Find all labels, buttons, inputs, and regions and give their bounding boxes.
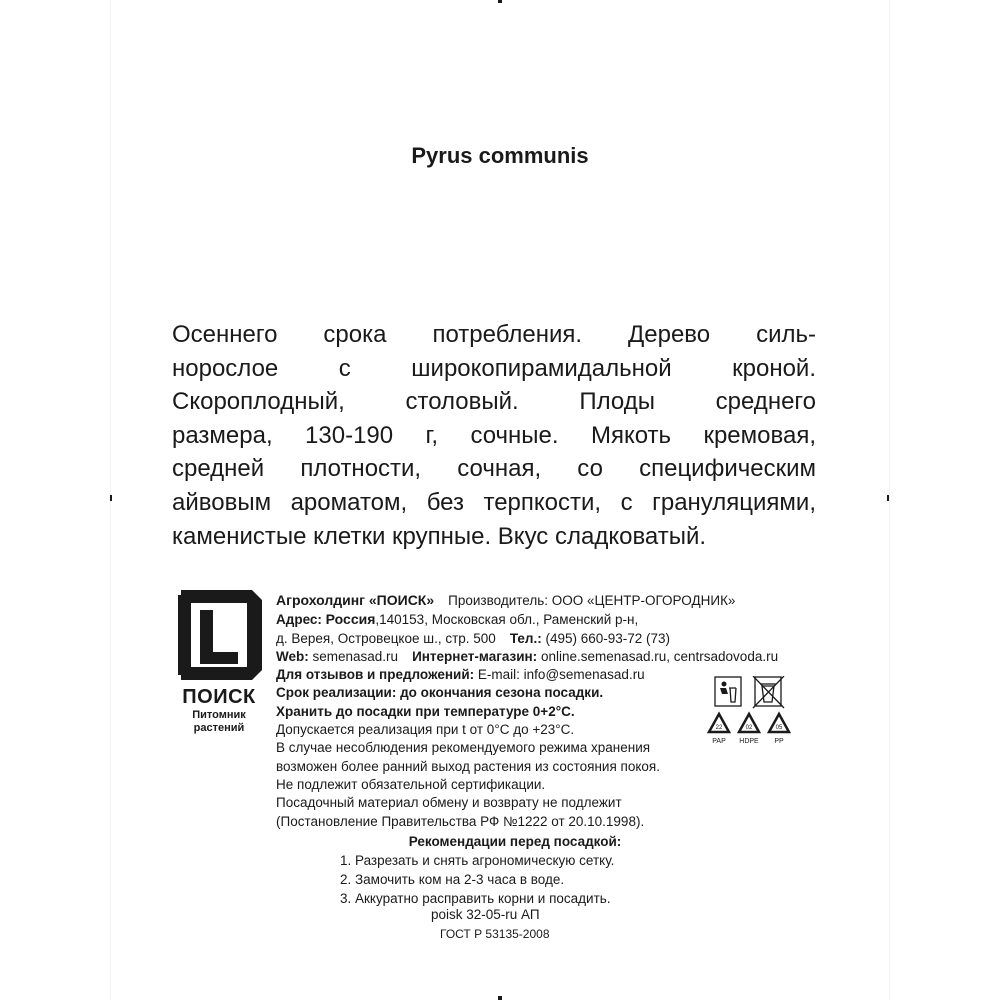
website: semenasad.ru [312,648,399,664]
crop-mark-top [498,0,502,3]
latin-name: Pyrus communis [411,143,589,168]
recycle-pap-icon [709,714,729,745]
shelf-life: Срок реализации: до окончания сезона посадки. [276,685,604,701]
description-line: средней плотности, сочная, со специфическим [172,455,816,483]
recycle-code: 22 [715,725,723,731]
planting-recommendations [0,832,1000,908]
allowed-condition: Допускается реализация при t от 0°C до +23°C. [276,722,575,738]
address-row-2 [276,630,816,648]
warning-line-1: В случае несоблюдения рекомендуемого режима хранения [276,740,651,756]
recycle-hdpe-icon [739,714,759,745]
description-line: каменистые клетки крупные. Вкус сладковатый. [172,522,707,550]
gost-standard: ГОСТ Р 53135-2008 [440,927,550,941]
logo-name: ПОИСК [182,686,256,708]
crop-mark-right [887,495,889,501]
product-code: poisk 32-05-ru АП [431,907,540,922]
crop-mark-left [110,495,112,501]
exchange-line-1: Посадочный материал обмену и возврату не подлежит [276,795,622,811]
certification-note: Не подлежит обязательной сертификации. [276,776,546,792]
address-label: Адрес: [276,612,322,628]
company-name: Агрохолдинг «ПОИСК» [276,592,435,608]
shop-sites: online.semenasad.ru, centrsadovoda.ru [540,648,779,664]
recommendations-title: Рекомендации перед посадкой: [408,834,622,849]
poisk-logo [176,590,262,735]
exchange-line-2: (Постановление Правительства РФ №1222 от 20.10.1998). [276,813,645,829]
recycle-label: PAP [712,738,726,745]
feedback-label: Для отзывов и предложений: [276,667,475,683]
recycle-label: PP [774,738,784,745]
storage-condition: Хранить до посадки при температуре 0+2°C. [276,703,575,719]
tel-label: Тел.: [509,630,542,646]
crop-mark-bottom [498,996,502,1000]
address-row [276,610,816,629]
recommendation-item: 3. Аккуратно расправить корни и посадить. [340,891,611,906]
recycle-code: 05 [775,725,783,731]
description-line: размера, 130-190 г, сочные. Мякоть кремовая, [172,421,816,449]
producer: Производитель: ООО «ЦЕНТР-ОГОРОДНИК» [448,593,736,608]
warning-line-2: возможен более ранний выход растения из состояния покоя. [276,758,660,774]
country: Россия [325,611,376,628]
shop-label: Интернет-магазин: [412,648,538,664]
poisk-logo-icon [178,590,262,680]
description-line: норослое с широкопирамидальной кроной. [172,354,816,382]
no-litter-icon [753,676,784,708]
logo-subtitle-2: растений [193,722,245,734]
web-label: Web: [276,648,309,664]
recycle-pp-icon [769,714,789,745]
description-line: айвовым ароматом, без терпкости, с грануляциями, [172,488,816,516]
email: E-mail: info@semenasad.ru [477,667,645,683]
recommendation-item: 1. Разрезать и снять агрономическую сетку. [340,853,615,868]
description [172,318,816,553]
telephone: (495) 660-93-72 (73) [545,630,671,646]
recycle-code: 02 [745,725,753,731]
description-line: Осеннего срока потребления. Дерево силь- [172,321,816,348]
recycling-marks [706,676,792,752]
description-line: Скороплодный, столовый. Плоды среднего [172,388,816,416]
web-row [276,648,816,666]
recycle-label: HDPE [739,738,759,745]
trash-bin-icon [715,677,741,706]
company-row [276,591,816,610]
logo-subtitle-1: Питомник [192,709,246,721]
recommendation-item: 2. Замочить ком на 2-3 часа в воде. [340,872,565,887]
address-line-1: ,140153, Московская обл., Раменский р-н, [375,612,639,628]
address-line-2: д. Верея, Островецкое ш., стр. 500 [276,630,496,646]
